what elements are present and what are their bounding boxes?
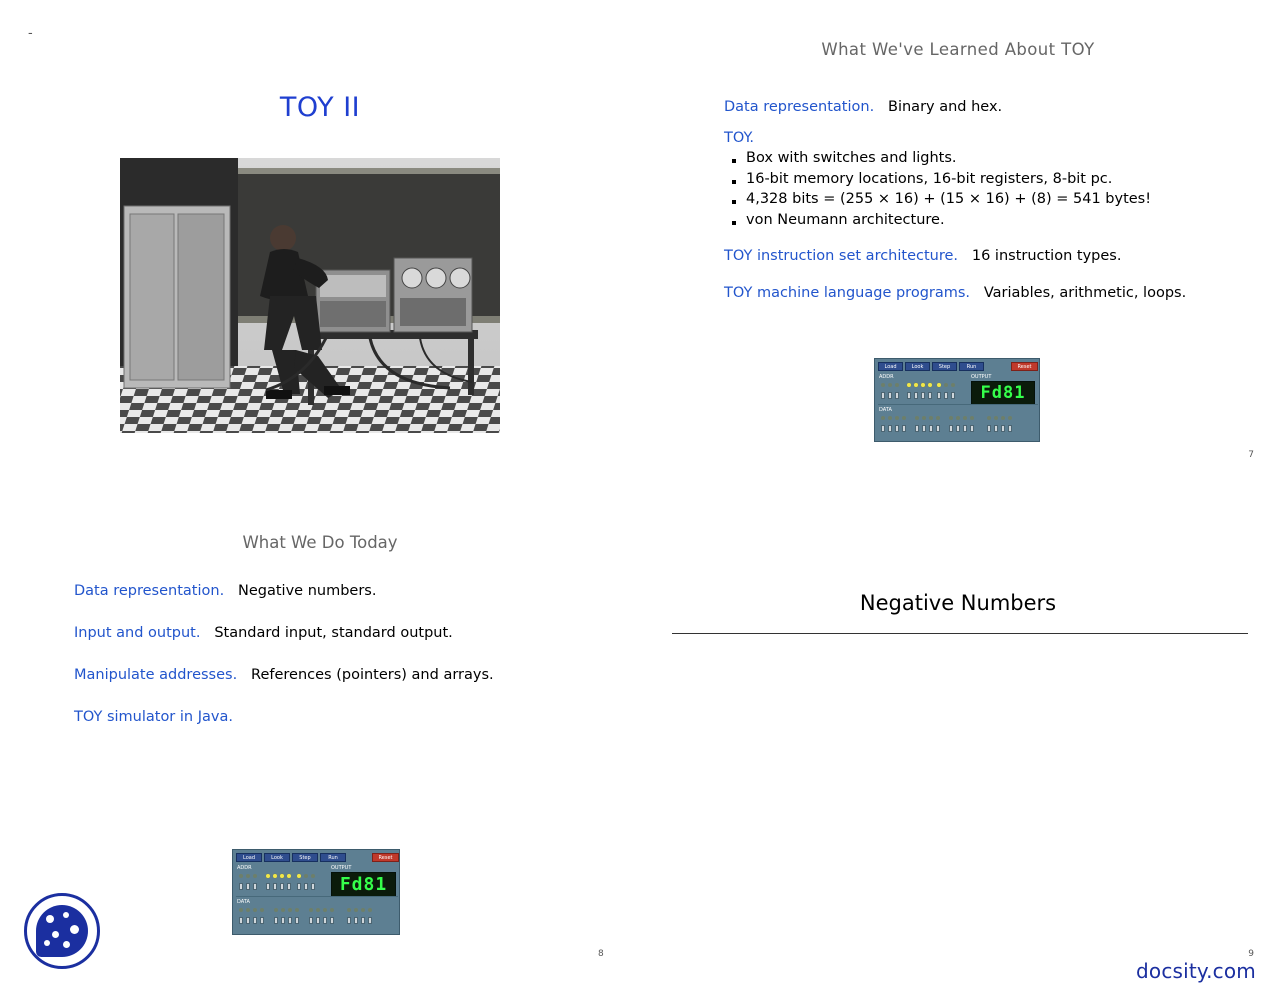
data-switch[interactable] — [922, 425, 926, 432]
step-button[interactable]: Step — [292, 853, 318, 862]
addr-label: ADDR — [879, 374, 894, 380]
bullet-block-addresses — [74, 667, 614, 683]
toy-simulator-widget[interactable] — [874, 358, 1040, 442]
data-led — [368, 908, 372, 912]
lead-label: Manipulate addresses. — [74, 667, 238, 683]
lead-label: Data representation. — [74, 583, 225, 599]
data-switch[interactable] — [316, 917, 320, 924]
slide-page-number: 7 — [1248, 450, 1254, 460]
page-title: What We Do Today — [242, 533, 398, 552]
data-led — [994, 416, 998, 420]
output-label: OUTPUT — [971, 374, 992, 380]
slide-body — [74, 583, 614, 751]
data-led — [309, 908, 313, 912]
addr-switch[interactable] — [914, 392, 918, 399]
addr-switch[interactable] — [888, 392, 892, 399]
lead-text: 16 instruction types. — [971, 248, 1122, 264]
data-led — [239, 908, 243, 912]
addr-led — [944, 383, 948, 387]
data-switch[interactable] — [956, 425, 960, 432]
addr-led — [951, 383, 955, 387]
data-led — [288, 908, 292, 912]
addr-switch[interactable] — [928, 392, 932, 399]
lead-label: Data representation. — [724, 99, 875, 115]
addr-led — [907, 383, 911, 387]
data-switch[interactable] — [239, 917, 243, 924]
lead-label: TOY. — [724, 129, 755, 146]
data-switch[interactable] — [274, 917, 278, 924]
data-label: DATA — [879, 407, 892, 413]
addr-led — [297, 874, 301, 878]
slide-page-number: 9 — [1248, 949, 1254, 959]
data-led — [949, 416, 953, 420]
lead-text: Standard input, standard output. — [214, 625, 453, 641]
cookie-chip — [44, 940, 50, 946]
addr-led — [895, 383, 899, 387]
list-item: Box with switches and lights. — [724, 151, 1244, 166]
bullet-block-isa — [724, 249, 1244, 264]
data-led — [323, 908, 327, 912]
data-switch[interactable] — [929, 425, 933, 432]
addr-switch[interactable] — [944, 392, 948, 399]
cookie-chip — [63, 941, 70, 948]
slide-body — [724, 100, 1244, 316]
data-switch[interactable] — [253, 917, 257, 924]
addr-led — [937, 383, 941, 387]
run-button[interactable]: Run — [959, 362, 984, 371]
toy-button-row — [878, 362, 1036, 372]
lead-text: Variables, arithmetic, loops. — [983, 284, 1187, 301]
lead-text: Binary and hex. — [888, 99, 1003, 115]
data-led — [246, 908, 250, 912]
data-switch[interactable] — [309, 917, 313, 924]
data-switch[interactable] — [949, 425, 953, 432]
data-led — [929, 416, 933, 420]
data-switch[interactable] — [1001, 425, 1005, 432]
data-switch[interactable] — [970, 425, 974, 432]
data-led — [915, 416, 919, 420]
data-switch[interactable] — [347, 917, 351, 924]
vintage-computer-photo — [120, 158, 500, 433]
slide-dash-mark: - — [28, 26, 33, 41]
addr-led — [266, 874, 270, 878]
list-item: von Neumann architecture. — [724, 213, 1244, 228]
addr-switch[interactable] — [253, 883, 257, 890]
docsity-watermark: docsity.com — [1135, 959, 1256, 983]
data-switch[interactable] — [902, 425, 906, 432]
addr-led — [304, 874, 308, 878]
data-switch[interactable] — [295, 917, 299, 924]
addr-switch[interactable] — [921, 392, 925, 399]
addr-led — [881, 383, 885, 387]
data-switch[interactable] — [368, 917, 372, 924]
bullet-block-toy — [724, 131, 1244, 228]
data-led — [895, 416, 899, 420]
data-led — [347, 908, 351, 912]
data-switch[interactable] — [260, 917, 264, 924]
page-title: What We've Learned About TOY — [821, 40, 1095, 59]
addr-led — [273, 874, 277, 878]
data-led — [316, 908, 320, 912]
look-button[interactable]: Look — [905, 362, 930, 371]
bullet-block-simulator — [74, 709, 614, 725]
page-title: Negative Numbers — [859, 591, 1057, 615]
data-led — [361, 908, 365, 912]
data-led — [881, 416, 885, 420]
page-title: TOY II — [279, 92, 361, 123]
data-led — [970, 416, 974, 420]
cookie-chip — [63, 912, 69, 918]
data-switch[interactable] — [288, 917, 292, 924]
addr-switch[interactable] — [297, 883, 301, 890]
look-button[interactable]: Look — [264, 853, 290, 862]
panel-divider — [236, 896, 398, 897]
data-led — [1001, 416, 1005, 420]
data-led — [922, 416, 926, 420]
data-led — [260, 908, 264, 912]
data-led — [330, 908, 334, 912]
slide-what-we-do-today — [20, 505, 620, 965]
addr-led — [246, 874, 250, 878]
slide-what-weve-learned — [648, 18, 1268, 478]
addr-switch[interactable] — [895, 392, 899, 399]
data-led — [1008, 416, 1012, 420]
data-led — [956, 416, 960, 420]
lead-text: References (pointers) and arrays. — [251, 667, 494, 683]
bullet-block-input-output — [74, 625, 614, 641]
data-switch[interactable] — [963, 425, 967, 432]
addr-switch[interactable] — [287, 883, 291, 890]
output-label: OUTPUT — [331, 865, 352, 871]
slide-page-number: 8 — [598, 949, 604, 959]
toy-simulator-widget[interactable] — [232, 849, 400, 935]
addr-led — [287, 874, 291, 878]
data-switch[interactable] — [323, 917, 327, 924]
output-display: Fd81 — [331, 872, 396, 897]
addr-led — [921, 383, 925, 387]
addr-label: ADDR — [237, 865, 252, 871]
data-led — [295, 908, 299, 912]
addr-led — [239, 874, 243, 878]
addr-switch[interactable] — [304, 883, 308, 890]
output-display: Fd81 — [971, 381, 1035, 405]
step-button[interactable]: Step — [932, 362, 957, 371]
toy-button-row — [236, 853, 396, 863]
slide-toy-ii — [20, 18, 620, 478]
data-switch[interactable] — [895, 425, 899, 432]
addr-led — [280, 874, 284, 878]
data-switch[interactable] — [881, 425, 885, 432]
addr-switch[interactable] — [937, 392, 941, 399]
data-led — [888, 416, 892, 420]
lead-label: TOY simulator in Java. — [74, 709, 233, 725]
bullet-block-data-representation — [724, 100, 1244, 115]
list-item: 4,328 bits = (255 × 16) + (15 × 16) + (8) = 541 bytes! — [724, 192, 1244, 207]
data-switch[interactable] — [330, 917, 334, 924]
data-led — [253, 908, 257, 912]
lead-label: TOY instruction set architecture. — [724, 248, 959, 264]
data-switch[interactable] — [915, 425, 919, 432]
addr-switch[interactable] — [881, 392, 885, 399]
lead-text: Negative numbers. — [238, 583, 377, 599]
addr-switch[interactable] — [273, 883, 277, 890]
data-led — [936, 416, 940, 420]
lead-label: TOY machine language programs. — [724, 284, 971, 301]
data-led — [902, 416, 906, 420]
reset-button[interactable]: Reset — [1011, 362, 1038, 371]
bullet-block-machine-language — [724, 286, 1244, 301]
data-switch[interactable] — [354, 917, 358, 924]
bullet-block-data-representation — [74, 583, 614, 599]
addr-switch[interactable] — [907, 392, 911, 399]
data-switch[interactable] — [994, 425, 998, 432]
cookie-chip — [52, 931, 59, 938]
addr-switch[interactable] — [246, 883, 250, 890]
run-button[interactable]: Run — [320, 853, 346, 862]
data-switch[interactable] — [936, 425, 940, 432]
data-switch[interactable] — [888, 425, 892, 432]
addr-switch[interactable] — [280, 883, 284, 890]
reset-button[interactable]: Reset — [372, 853, 399, 862]
docsity-logo — [24, 893, 100, 969]
cookie-icon — [36, 905, 88, 957]
addr-switch[interactable] — [266, 883, 270, 890]
addr-switch[interactable] — [239, 883, 243, 890]
cookie-chip — [70, 925, 79, 934]
addr-led — [888, 383, 892, 387]
data-led — [274, 908, 278, 912]
addr-led — [311, 874, 315, 878]
load-button[interactable]: Load — [878, 362, 903, 371]
title-divider — [672, 633, 1248, 634]
data-switch[interactable] — [246, 917, 250, 924]
slide-negative-numbers — [648, 505, 1268, 965]
addr-led — [914, 383, 918, 387]
data-led — [987, 416, 991, 420]
load-button[interactable]: Load — [236, 853, 262, 862]
panel-divider — [878, 404, 1038, 405]
data-led — [963, 416, 967, 420]
data-led — [281, 908, 285, 912]
lead-label: Input and output. — [74, 625, 201, 641]
addr-led — [253, 874, 257, 878]
addr-led — [928, 383, 932, 387]
toy-facts-list — [724, 151, 1244, 227]
data-switch[interactable] — [1008, 425, 1012, 432]
data-led — [354, 908, 358, 912]
list-item: 16-bit memory locations, 16-bit registers, 8-bit pc. — [724, 172, 1244, 187]
addr-switch[interactable] — [951, 392, 955, 399]
data-label: DATA — [237, 899, 250, 905]
data-switch[interactable] — [361, 917, 365, 924]
cookie-chip — [46, 915, 54, 923]
data-switch[interactable] — [987, 425, 991, 432]
photo-svg — [120, 158, 500, 433]
addr-switch[interactable] — [311, 883, 315, 890]
data-switch[interactable] — [281, 917, 285, 924]
